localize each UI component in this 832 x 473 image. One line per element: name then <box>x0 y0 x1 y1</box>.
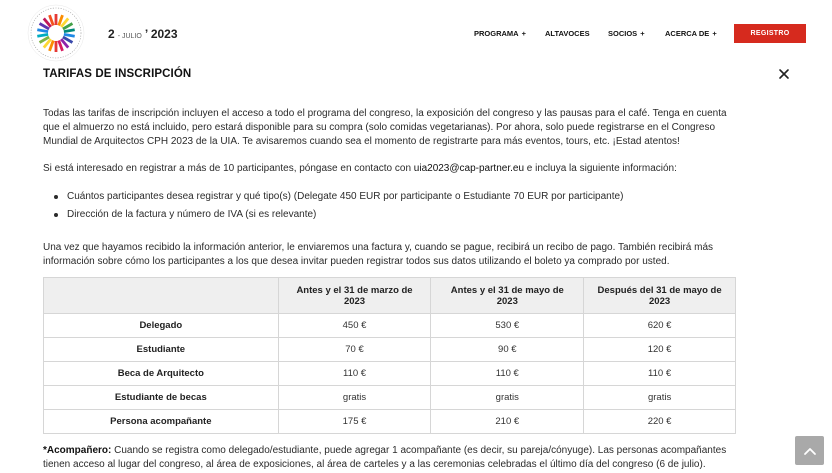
date-year: ’ 2023 <box>144 27 178 41</box>
plus-icon: + <box>712 29 717 38</box>
table-row-label: Estudiante <box>44 338 279 362</box>
table-header-cell: Después del 31 de mayo de 2023 <box>584 278 736 314</box>
table-cell: gratis <box>584 386 736 410</box>
table-cell: 620 € <box>584 314 736 338</box>
congress-date <box>108 27 178 41</box>
table-header-cell <box>44 278 279 314</box>
modal-title: TARIFAS DE INSCRIPCIÓN <box>43 68 192 80</box>
table-cell: 120 € <box>584 338 736 362</box>
table-cell: 110 € <box>584 362 736 386</box>
required-info-list <box>52 190 752 226</box>
nav-item-label: PROGRAMA <box>474 29 519 38</box>
date-day: 2 <box>108 27 115 41</box>
table-row-label: Beca de Arquitecto <box>44 362 279 386</box>
plus-icon: + <box>521 29 526 38</box>
group-prefix: Si está interesado en registrar a más de 10 participantes, póngase en contacto con <box>43 163 414 174</box>
footnote-text: Cuando se registra como delegado/estudiante, puede agregar 1 acompañante (es decir, su pareja/cónyuge). Las personas acompañantes tienen acceso al lugar del congreso, al área de exposiciones, al área de carteles y a las ceremonias celebradas el último día del congreso (6 de julio). <box>43 445 727 470</box>
list-item: Dirección de la factura y número de IVA (si es relevante) <box>52 208 752 222</box>
close-icon <box>777 67 791 81</box>
table-header-cell: Antes y el 31 de mayo de 2023 <box>431 278 584 314</box>
footnote-label: *Acompañero: <box>43 445 112 456</box>
nav-item-label: SOCIOS <box>608 29 638 38</box>
date-month: - JULIO <box>117 33 142 40</box>
table-row-label: Persona acompañante <box>44 410 279 434</box>
list-item: Cuántos participantes desea registrar y qué tipo(s) (Delegate 450 EUR por participante o Estudiante 70 EUR por participante) <box>52 190 752 204</box>
nav-item-label: ALTAVOCES <box>545 29 590 38</box>
group-suffix: e incluya la siguiente información: <box>524 163 677 174</box>
nav-item-programa[interactable] <box>474 29 526 38</box>
table-row-label: Delegado <box>44 314 279 338</box>
table-cell: 90 € <box>431 338 584 362</box>
close-button[interactable] <box>777 67 791 81</box>
nav-item-acerca-de[interactable] <box>665 29 717 38</box>
table-cell: 220 € <box>584 410 736 434</box>
table-header-cell: Antes y el 31 de marzo de 2023 <box>278 278 431 314</box>
table-row-label: Estudiante de becas <box>44 386 279 410</box>
table-cell: gratis <box>431 386 584 410</box>
table-header-row <box>44 278 736 314</box>
table-row <box>44 314 736 338</box>
table-cell: 210 € <box>431 410 584 434</box>
scroll-to-top-button[interactable] <box>795 436 824 465</box>
table-row <box>44 338 736 362</box>
table-row <box>44 386 736 410</box>
register-button[interactable]: REGISTRO <box>734 24 806 43</box>
nav-item-socios[interactable] <box>608 29 645 38</box>
fees-table <box>43 277 736 434</box>
companion-footnote <box>43 444 743 472</box>
top-bar <box>0 0 832 62</box>
plus-icon: + <box>640 29 645 38</box>
table-row <box>44 410 736 434</box>
nav-item-label: ACERCA DE <box>665 29 710 38</box>
table-cell: 450 € <box>278 314 431 338</box>
invoice-paragraph: Una vez que hayamos recibido la información anterior, le enviaremos una factura y, cuando se pague, recibirá un recibo de pago. También recibirá más información sobre cómo los participantes a los que desea invitar pueden registrar todos sus datos utilizando el boleto ya comprado por usted. <box>43 242 714 267</box>
table-row <box>44 362 736 386</box>
intro-paragraph: Todas las tarifas de inscripción incluyen el acceso a todo el programa del congreso, la exposición del congreso y las pausas para el café. Tenga en cuenta que el almuerzo no está incluido, pero estará disponible para su compra (solo comidas vegetarianas). Por ahora, solo puede registrarse en el Congreso Mundial de Arquitectos CPH 2023 de la UIA. Te avisaremos cuando sea el momento de registrarte para más eventos, tours, etc. ¡Estad atentos! <box>43 108 727 147</box>
table-cell: 70 € <box>278 338 431 362</box>
table-cell: 530 € <box>431 314 584 338</box>
congress-logo[interactable] <box>26 3 86 63</box>
table-cell: 110 € <box>278 362 431 386</box>
table-cell: 175 € <box>278 410 431 434</box>
table-cell: gratis <box>278 386 431 410</box>
table-cell: 110 € <box>431 362 584 386</box>
contact-email-link[interactable]: uia2023@cap-partner.eu <box>413 163 525 174</box>
nav-item-altavoces[interactable] <box>545 29 590 38</box>
group-paragraph <box>43 162 743 176</box>
chevron-up-icon <box>803 446 817 456</box>
